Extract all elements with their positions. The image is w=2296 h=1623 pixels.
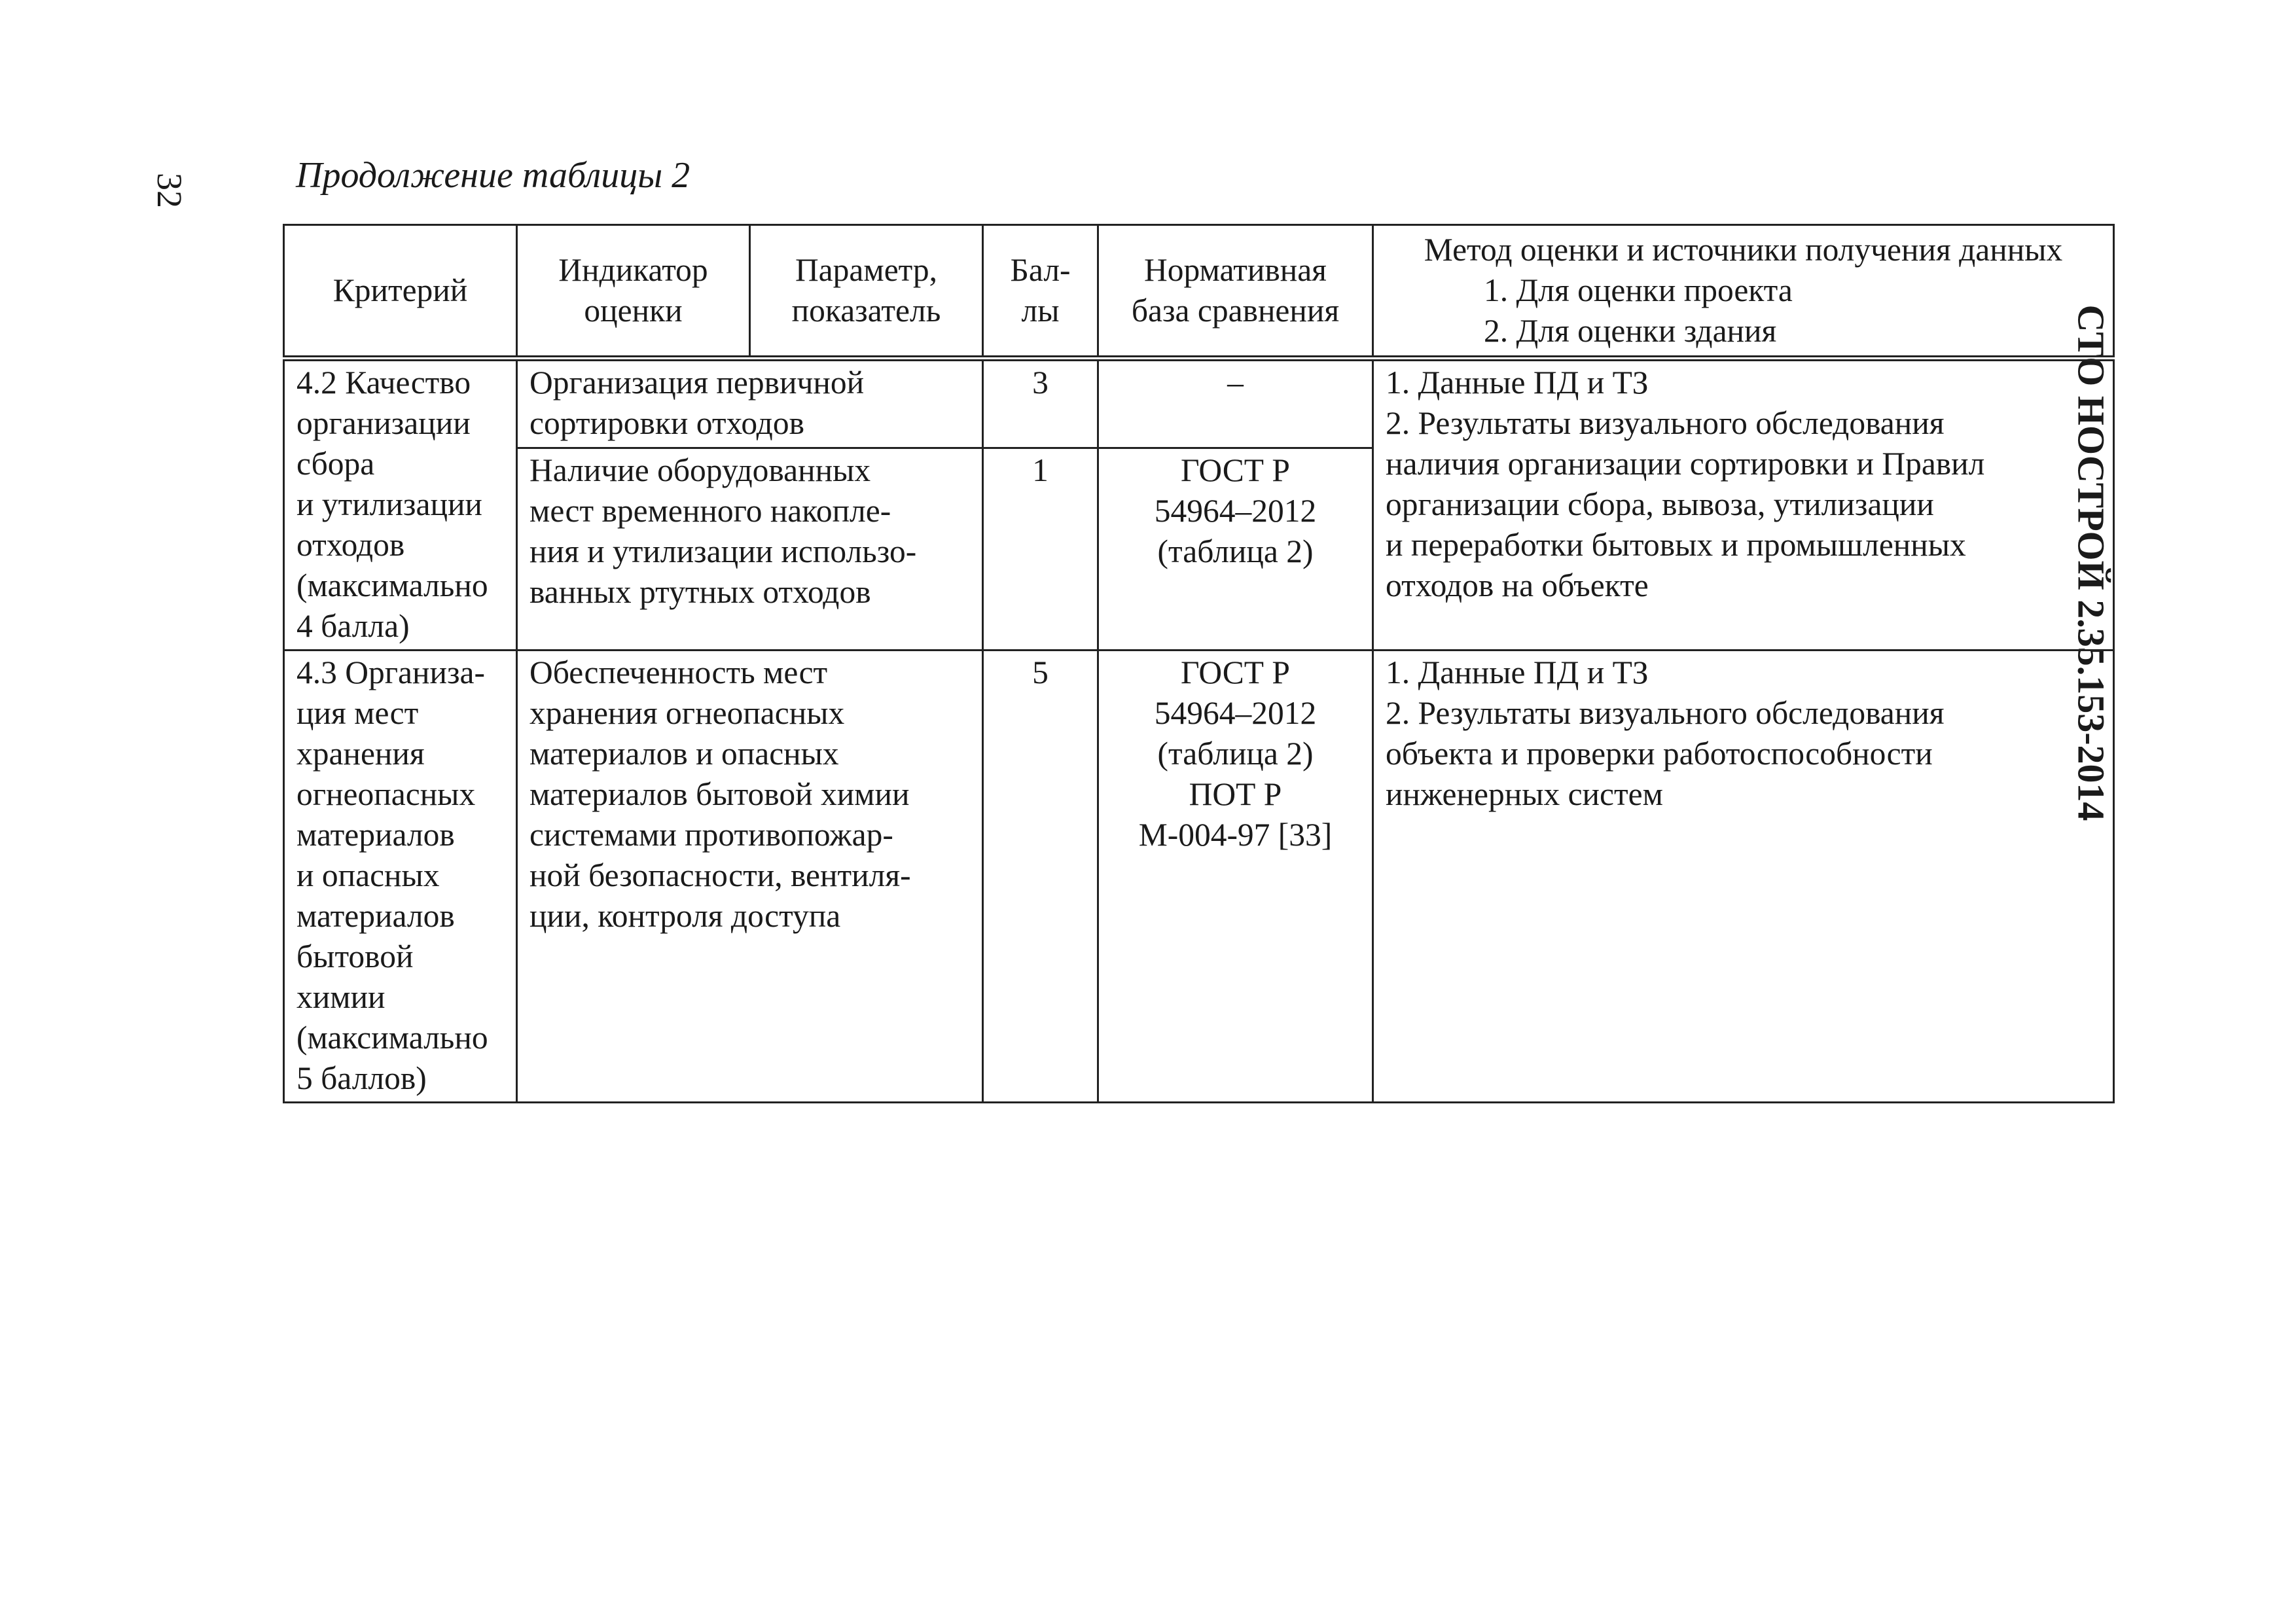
cell-text: 2. Результаты визуального обследования bbox=[1386, 695, 1945, 731]
cell-criterion bbox=[284, 359, 517, 651]
cell-text: 5 баллов) bbox=[296, 1060, 427, 1096]
cell-points bbox=[983, 651, 1098, 1103]
cell-text: ния и утилизации использо- bbox=[529, 533, 917, 569]
cell-criterion bbox=[284, 651, 517, 1103]
cell-text: (максимально bbox=[296, 567, 488, 603]
cell-text: сбора bbox=[296, 446, 375, 482]
cell-text: ванных ртутных отходов bbox=[529, 574, 871, 610]
header-text: Нормативная bbox=[1144, 252, 1327, 288]
standard-code: СТО НОСТРОЙ 2.35.153-2014 bbox=[2070, 304, 2113, 821]
cell-text: 54964–2012 bbox=[1154, 493, 1317, 529]
cell-text: системами противопожар- bbox=[529, 817, 893, 853]
cell-text: материалов и опасных bbox=[529, 736, 839, 772]
cell-text: ция мест bbox=[296, 695, 419, 731]
cell-text: хранения bbox=[296, 736, 425, 772]
cell-text: 4.3 Организа- bbox=[296, 654, 486, 690]
cell-text: 1. Данные ПД и ТЗ bbox=[1386, 365, 1649, 401]
cell-text: материалов бытовой химии bbox=[529, 776, 910, 812]
cell-text: 1. Данные ПД и ТЗ bbox=[1386, 654, 1649, 690]
header-points bbox=[983, 225, 1098, 359]
cell-text: 1 bbox=[1032, 452, 1049, 488]
cell-method bbox=[1373, 359, 2114, 651]
table-row bbox=[284, 651, 2114, 1103]
cell-text: инженерных систем bbox=[1386, 776, 1663, 812]
cell-text: ГОСТ Р bbox=[1181, 654, 1290, 690]
header-text: Индикатор bbox=[558, 252, 708, 288]
cell-text: материалов bbox=[296, 898, 455, 934]
header-text: лы bbox=[1021, 293, 1060, 329]
cell-text: – bbox=[1227, 365, 1244, 401]
table-caption: Продолжение таблицы 2 bbox=[296, 155, 691, 196]
header-criterion bbox=[284, 225, 517, 359]
header-text: показатель bbox=[791, 293, 941, 329]
cell-text: наличия организации сортировки и Правил bbox=[1386, 446, 1985, 482]
cell-text: 4 балла) bbox=[296, 608, 410, 644]
cell-base bbox=[1098, 448, 1373, 651]
cell-text: (таблица 2) bbox=[1157, 533, 1314, 569]
header-method bbox=[1373, 225, 2114, 359]
header-parameter bbox=[750, 225, 983, 359]
cell-text: М-004-97 [33] bbox=[1138, 817, 1333, 853]
cell-text: 3 bbox=[1032, 365, 1049, 401]
cell-text: сортировки отходов bbox=[529, 405, 804, 441]
cell-indicator bbox=[517, 448, 983, 651]
cell-text: отходов на объекте bbox=[1386, 567, 1649, 603]
cell-text: ной безопасности, вентиля- bbox=[529, 857, 911, 893]
header-text: 1. Для оценки проекта bbox=[1484, 272, 1793, 308]
header-text: Метод оценки и источники получения данных bbox=[1424, 232, 2063, 268]
cell-text: 4.2 Качество bbox=[296, 365, 471, 401]
cell-text: хранения огнеопасных bbox=[529, 695, 845, 731]
header-text: база сравнения bbox=[1131, 293, 1340, 329]
cell-indicator bbox=[517, 651, 983, 1103]
cell-text: отходов bbox=[296, 527, 405, 563]
header-text: 2. Для оценки здания bbox=[1484, 313, 1777, 349]
cell-text: и опасных bbox=[296, 857, 440, 893]
cell-text: (максимально bbox=[296, 1020, 488, 1056]
cell-text: 2. Результаты визуального обследования bbox=[1386, 405, 1945, 441]
cell-base bbox=[1098, 359, 1373, 448]
cell-text: (таблица 2) bbox=[1157, 736, 1314, 772]
table-header-row bbox=[284, 225, 2114, 359]
cell-text: и переработки бытовых и промышленных bbox=[1386, 527, 1966, 563]
cell-text: ПОТ Р bbox=[1189, 776, 1282, 812]
cell-text: организации bbox=[296, 405, 471, 441]
cell-text: 54964–2012 bbox=[1154, 695, 1317, 731]
table-row bbox=[284, 359, 2114, 448]
cell-base bbox=[1098, 651, 1373, 1103]
header-text: Критерий bbox=[332, 272, 468, 308]
cell-text: химии bbox=[296, 979, 386, 1015]
header-base bbox=[1098, 225, 1373, 359]
header-text: Бал- bbox=[1010, 252, 1071, 288]
cell-indicator bbox=[517, 359, 983, 448]
cell-text: объекта и проверки работоспособности bbox=[1386, 736, 1933, 772]
cell-points bbox=[983, 359, 1098, 448]
cell-text: материалов bbox=[296, 817, 455, 853]
cell-text: Наличие оборудованных bbox=[529, 452, 871, 488]
cell-text: 5 bbox=[1032, 654, 1049, 690]
cell-text: Организация первичной bbox=[529, 365, 865, 401]
cell-points bbox=[983, 448, 1098, 651]
cell-text: бытовой bbox=[296, 938, 414, 974]
header-text: Параметр, bbox=[795, 252, 938, 288]
page-number: 32 bbox=[150, 173, 189, 208]
cell-text: огнеопасных bbox=[296, 776, 476, 812]
cell-text: Обеспеченность мест bbox=[529, 654, 828, 690]
header-indicator bbox=[517, 225, 750, 359]
cell-text: ции, контроля доступа bbox=[529, 898, 841, 934]
cell-text: и утилизации bbox=[296, 486, 482, 522]
cell-text: мест временного накопле- bbox=[529, 493, 891, 529]
assessment-table bbox=[283, 224, 2115, 1103]
cell-text: организации сбора, вывоза, утилизации bbox=[1386, 486, 1934, 522]
cell-text: ГОСТ Р bbox=[1181, 452, 1290, 488]
cell-method bbox=[1373, 651, 2114, 1103]
header-text: оценки bbox=[584, 293, 683, 329]
